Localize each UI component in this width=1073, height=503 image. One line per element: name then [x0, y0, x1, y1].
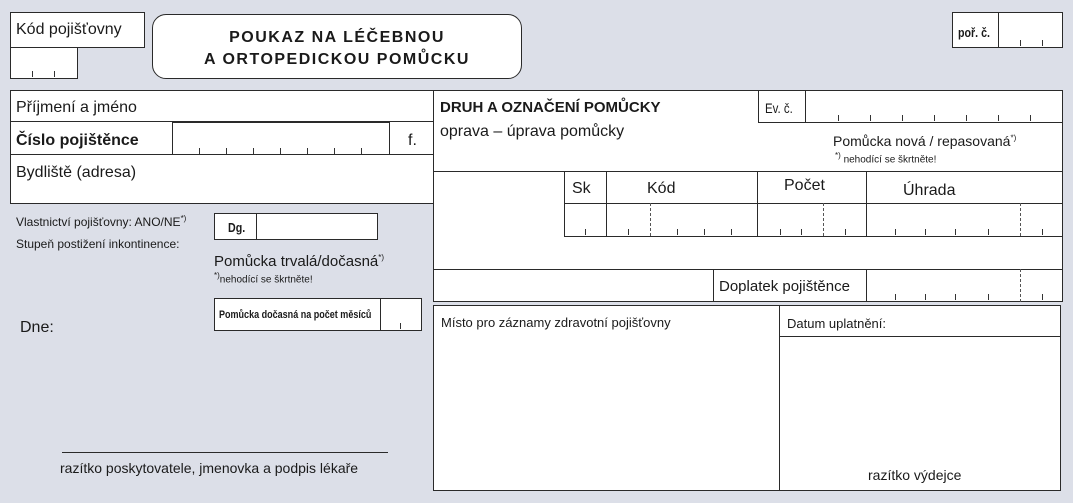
tick — [955, 229, 956, 235]
column-kod: Kód — [647, 180, 676, 197]
f-label: f. — [408, 132, 417, 149]
incontinence-label: Stupeň postižení inkontinence: — [16, 237, 180, 251]
footnote-mark: *) — [180, 214, 187, 223]
surcharge-label: Doplatek pojištěnce — [719, 278, 850, 295]
ev-number-box[interactable] — [758, 90, 1063, 123]
divider — [779, 336, 1061, 337]
insured-number-field[interactable] — [172, 122, 390, 155]
tick — [731, 229, 732, 235]
cell-separator — [1020, 203, 1021, 236]
tick — [895, 229, 896, 235]
strike-note — [835, 152, 936, 165]
divider — [564, 171, 565, 236]
tick — [1030, 115, 1031, 121]
strike-note-text: nehodící se škrtněte! — [843, 154, 937, 166]
cell-separator — [823, 203, 824, 236]
tick — [988, 229, 989, 235]
cell-separator — [650, 203, 651, 236]
strike-note — [214, 272, 313, 285]
tick — [1042, 229, 1043, 235]
insured-number-label: Číslo pojištěnce — [16, 132, 139, 149]
tick — [1042, 294, 1043, 300]
insurer-records-area[interactable] — [433, 305, 780, 491]
ev-number-label: Ev. č. — [765, 100, 793, 116]
tick — [585, 229, 586, 235]
divider — [433, 269, 1063, 270]
tick — [704, 229, 705, 235]
divider — [606, 171, 607, 236]
divider — [713, 269, 714, 302]
tick — [895, 294, 896, 300]
tick — [925, 229, 926, 235]
aid-type-label: DRUH A OZNAČENÍ POMŮCKY — [440, 99, 661, 116]
insurer-code-label: Kód pojišťovny — [16, 21, 122, 38]
form-title-line2: A ORTOPEDICKOU POMŮCKU — [204, 51, 470, 68]
insurer-records-label: Místo pro záznamy zdravotní pojišťovny — [441, 315, 671, 330]
provider-stamp-label: razítko poskytovatele, jmenovka a podpis lékaře — [60, 460, 359, 476]
repair-label: oprava – úprava pomůcky — [440, 123, 625, 140]
divider — [998, 12, 999, 48]
divider — [757, 171, 758, 236]
divider — [256, 213, 257, 240]
tick — [870, 115, 871, 121]
tick — [1042, 40, 1043, 46]
tick — [400, 323, 401, 329]
tick — [677, 229, 678, 235]
column-uhrada: Úhrada — [903, 182, 956, 199]
divider — [564, 236, 1063, 237]
new-refurbished-text: Pomůcka nová / repasovaná — [833, 133, 1011, 149]
date-label: Dne: — [20, 319, 54, 336]
tick — [838, 115, 839, 121]
tick — [902, 115, 903, 121]
temporary-months-label: Pomůcka dočasná na počet měsíců — [219, 309, 372, 321]
permanent-temporary-label — [214, 254, 384, 269]
tick — [998, 115, 999, 121]
footnote-mark: *) — [835, 151, 841, 160]
tick — [845, 229, 846, 235]
divider — [564, 203, 1063, 204]
tick — [966, 115, 967, 121]
strike-note-text: nehodící se škrtněte! — [219, 274, 313, 286]
address-label: Bydliště (adresa) — [16, 164, 137, 181]
divider — [433, 171, 1063, 172]
claim-date-label: Datum uplatnění: — [787, 316, 887, 331]
footnote-mark: *) — [1010, 133, 1017, 143]
column-pocet: Počet — [784, 177, 825, 194]
tick — [988, 294, 989, 300]
tick — [934, 115, 935, 121]
serial-number-label: poř. č. — [958, 25, 990, 40]
footnote-mark: *) — [378, 253, 385, 262]
divider — [805, 90, 806, 123]
tick — [801, 229, 802, 235]
insurer-code-field[interactable] — [10, 47, 78, 79]
tick — [54, 71, 55, 77]
divider — [866, 171, 867, 236]
new-refurbished-label — [833, 134, 1016, 148]
column-sk: Sk — [572, 180, 591, 197]
tick — [628, 229, 629, 235]
cell-separator — [1020, 269, 1021, 302]
footnote-mark: *) — [214, 271, 220, 280]
issuer-stamp-label: razítko výdejce — [868, 467, 962, 483]
tick — [32, 71, 33, 77]
ownership-label — [16, 215, 186, 228]
signature-line[interactable] — [62, 452, 388, 453]
form-title-line1: POUKAZ NA LÉČEBNOU — [229, 29, 445, 46]
claim-date-area[interactable] — [779, 305, 1061, 491]
tick — [780, 229, 781, 235]
tick — [955, 294, 956, 300]
divider — [10, 154, 434, 155]
tick — [925, 294, 926, 300]
ownership-text: Vlastnictví pojišťovny: ANO/NE — [16, 215, 181, 229]
permanent-temporary-text: Pomůcka trvalá/dočasná — [214, 253, 379, 270]
diagnosis-label: Dg. — [228, 220, 246, 235]
name-label: Příjmení a jméno — [16, 99, 137, 116]
tick — [1020, 40, 1021, 46]
divider — [866, 269, 867, 302]
